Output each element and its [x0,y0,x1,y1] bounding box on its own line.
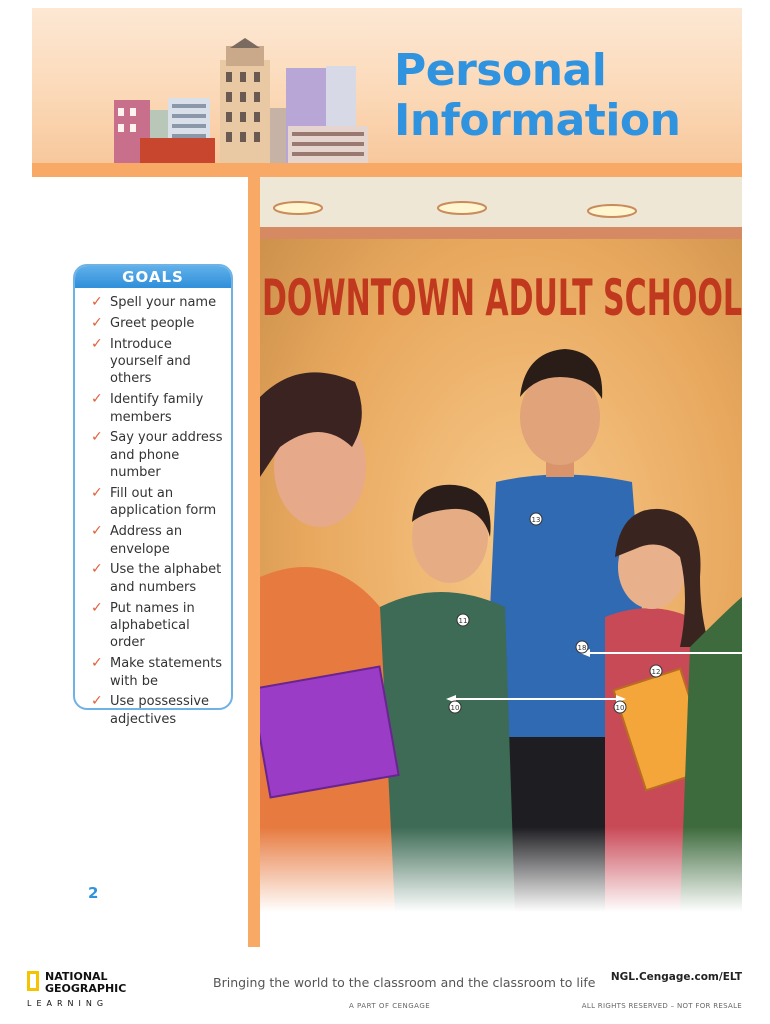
goal-text: Make statements with be [110,656,223,689]
number-label [576,641,588,653]
national-geographic-yellow-frame-icon [27,971,39,991]
goals-list [81,294,227,732]
goal-text: Spell your name [110,295,217,310]
scene-svg [260,177,742,912]
goal-text: Put names in alphabetical order [110,600,195,651]
goal-text: Address an envelope [110,524,183,557]
goal-text: Use the alphabet and numbers [110,562,222,595]
number-label [449,701,461,713]
svg-text:13: 13 [531,516,541,524]
number-label [530,513,542,525]
vertical-divider-bar [248,177,260,947]
checkmark-icon: ✓ [91,523,103,540]
goal-item [81,429,227,481]
unit-title-line1: Personal [394,45,607,96]
svg-text:10: 10 [450,704,460,712]
checkmark-icon: ✓ [91,294,103,310]
goal-text: Fill out an application form [110,486,217,519]
logo-line3: LEARNING [27,999,109,1008]
goal-text: Say your address and phone number [110,430,223,481]
rights-notice: ALL RIGHTS RESERVED – NOT FOR RESALE [581,1002,742,1010]
checkmark-icon: ✓ [91,599,103,616]
goal-item [81,336,227,388]
checkmark-icon: ✓ [91,391,103,408]
checkmark-icon: ✓ [91,429,103,446]
ceiling-light [588,205,636,217]
unit-title [394,46,680,146]
cengage-note: A PART OF CENGAGE [349,1002,431,1010]
goal-item [81,600,227,652]
checkmark-icon: ✓ [91,693,103,710]
checkmark-icon: ✓ [91,561,103,578]
logo-line2: GEOGRAPHIC [45,982,127,995]
checkmark-icon: ✓ [91,335,103,352]
goal-text: Introduce yourself and others [110,336,191,387]
purple-folder [260,667,399,798]
ceiling-light [438,202,486,214]
ceiling-light [274,202,322,214]
number-label [457,614,469,626]
svg-text:11: 11 [458,617,468,625]
goal-item [81,655,227,690]
scene-fade [260,827,742,912]
wall-trim [260,227,742,239]
goal-item [81,485,227,520]
goal-item [81,523,227,558]
number-label [650,665,662,677]
goal-item [81,561,227,596]
goal-item [81,315,227,332]
goal-item [81,391,227,426]
logo-line1: NATIONAL [45,970,108,983]
checkmark-icon: ✓ [91,314,103,331]
goals-box [73,264,233,727]
goal-text: Greet people [110,315,195,331]
page-number: 2 [88,884,99,902]
svg-text:12: 12 [651,668,661,676]
unit-title-line2: Information [394,95,681,146]
publisher-tagline: Bringing the world to the classroom and the classroom to life [213,975,596,990]
svg-text:18: 18 [577,644,587,652]
svg-text:10: 10 [615,704,625,712]
publisher-logo [27,969,137,1009]
ceiling [260,177,742,227]
goal-text: Use possessive adjectives [110,694,210,727]
goal-item [81,294,227,311]
goal-text: Identify family members [110,392,204,425]
classroom-scene-illustration [260,177,742,912]
school-sign: DOWNTOWN ADULT SCHOOL [262,269,742,327]
checkmark-icon: ✓ [91,655,103,672]
city-skyline-illustration [110,38,375,165]
publisher-url: NGL.Cengage.com/ELT [610,971,742,983]
checkmark-icon: ✓ [91,485,103,502]
goal-item [81,693,227,728]
header-divider-band [32,163,742,177]
goals-heading: GOALS [75,266,231,288]
number-label [614,701,626,713]
